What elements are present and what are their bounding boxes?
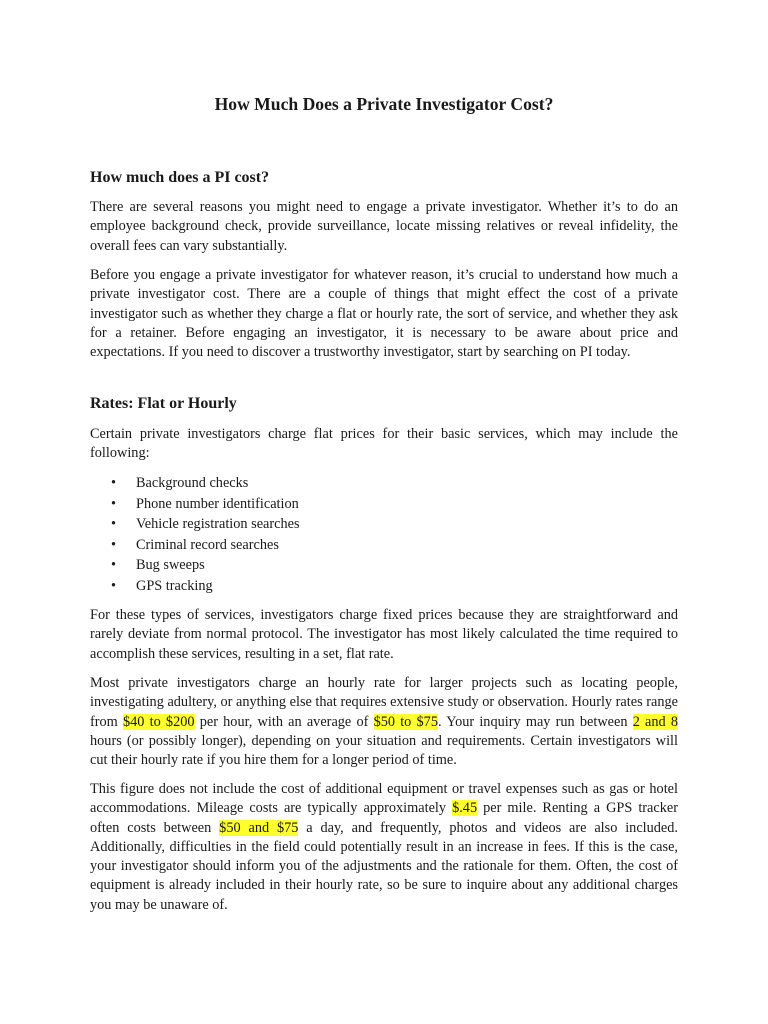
text-run: This figure does not include the cost of additional equipment or travel expenses such as gas or hotel accommodations. Mileage costs are typically approximately bbox=[90, 781, 678, 817]
bullet-icon: • bbox=[111, 495, 117, 512]
highlight-mileage-cost: $.45 bbox=[452, 800, 478, 817]
bullet-icon: • bbox=[111, 516, 117, 533]
list-item-label: Background checks bbox=[136, 475, 249, 491]
list-item bbox=[90, 576, 678, 597]
text-run: hours (or possibly longer), depending on your situation and requirements. Certain investigators will cut their hourly rate if you hire them for a longer period of time. bbox=[90, 732, 678, 769]
paragraph-hourly-rates bbox=[90, 674, 678, 770]
list-item-label: Phone number identification bbox=[136, 495, 299, 512]
highlight-hourly-range: $40 to $200 bbox=[122, 713, 195, 730]
highlight-hours-range: 2 and 8 bbox=[632, 713, 679, 730]
paragraph-additional-costs bbox=[90, 780, 678, 915]
section-heading-pi-cost: How much does a PI cost? bbox=[90, 169, 270, 186]
text-run: Most private investigators charge an hourly rate for larger projects such as locating people, investigating adultery, or anything else that requires extensive study or observation. Hourly rates range from bbox=[90, 675, 678, 730]
bullet-icon: • bbox=[111, 475, 117, 491]
highlight-gps-cost: $50 and $75 bbox=[219, 819, 299, 836]
paragraph-reasons: There are several reasons you might need to engage a private investigator. Whether it’s to do an employee background check, provide surveillance, locate missing relatives or reveal infidelity, the overall fees can vary substantially. bbox=[90, 199, 678, 254]
list-item-label: GPS tracking bbox=[136, 577, 213, 594]
text-run: a day, and frequently, photos and videos are also included. Additionally, difficulties in the field could potentially result in an increase in fees. If this is the case, your investigator should inform you of the adjustments and the rationale for them. Often, the cost of equipment is already included in their hourly rate, so be sure to inquire about any additional charges you may be unaware of. bbox=[90, 819, 679, 913]
paragraph-fixed-prices: For these types of services, investigators charge fixed prices because they are straightforward and rarely deviate from normal protocol. The investigator has most likely calculated the time required to accomplish these services, resulting in a set, flat rate. bbox=[90, 607, 678, 662]
paragraph-before-engage: Before you engage a private investigator for whatever reason, it’s crucial to understand how much a private investigator cost. There are a couple of things that might effect the cost of a private investigator such as whether they charge a flat or hourly rate, the sort of service, and whether they ask for a retainer. Before engaging an investigator, it is necessary to be aware about price and expectations. If you need to discover a trustworthy investigator, start by searching on PI today. bbox=[90, 267, 678, 361]
text-run: per mile. Renting a GPS tracker often costs between bbox=[90, 800, 678, 836]
paragraph-flat-intro: Certain private investigators charge flat prices for their basic services, which may include the following: bbox=[90, 426, 678, 462]
list-item-label: Criminal record searches bbox=[136, 536, 279, 553]
text-run: per hour, with an average of bbox=[194, 713, 374, 730]
list-item-label: Bug sweeps bbox=[136, 557, 205, 574]
list-item bbox=[90, 514, 678, 535]
list-item bbox=[90, 535, 678, 556]
list-item bbox=[90, 473, 678, 494]
list-item bbox=[90, 494, 678, 515]
highlight-average-rate: $50 to $75 bbox=[373, 713, 438, 730]
list-item bbox=[90, 555, 678, 576]
bullet-icon: • bbox=[111, 557, 117, 574]
bullet-icon: • bbox=[111, 577, 117, 594]
section-heading-rates: Rates: Flat or Hourly bbox=[90, 395, 237, 412]
list-item-label: Vehicle registration searches bbox=[136, 516, 300, 533]
document-title: How Much Does a Private Investigator Cost? bbox=[214, 94, 554, 114]
bullet-icon: • bbox=[111, 536, 117, 553]
services-list bbox=[90, 473, 678, 597]
text-run: . Your inquiry may run between bbox=[437, 713, 633, 730]
